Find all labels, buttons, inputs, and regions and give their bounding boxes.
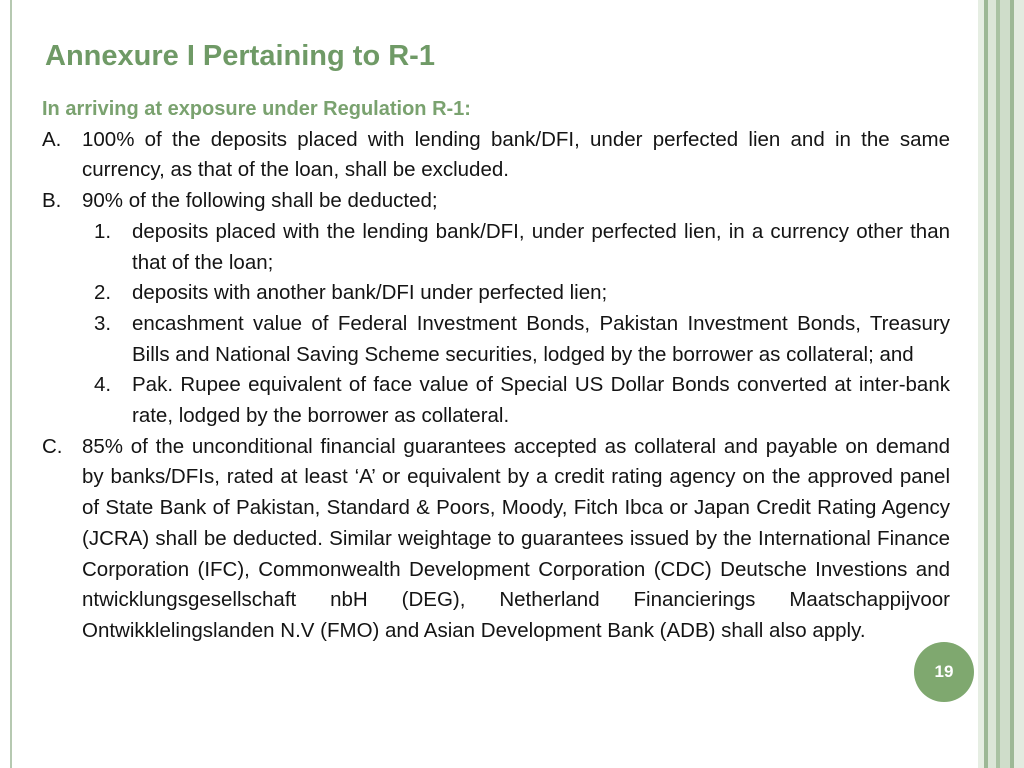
sub-item-text: deposits placed with the lending bank/DFI, under perfected lien, in a currency other than that of the loan; — [132, 219, 950, 274]
page-number-badge: 19 — [914, 642, 974, 702]
sub-list — [94, 217, 950, 432]
list-marker: A. — [42, 127, 62, 151]
sub-item-1 — [94, 217, 950, 278]
sub-item-2 — [94, 278, 950, 309]
sub-marker: 3. — [94, 311, 112, 335]
list-item-text: 100% of the deposits placed with lending bank/DFI, under perfected lien and in the same currency, as that of the loan, shall be excluded. — [82, 127, 950, 182]
left-border-rule — [10, 0, 12, 768]
list-marker: B. — [42, 189, 62, 213]
sub-item-text: Pak. Rupee equivalent of face value of Special US Dollar Bonds converted at inter-bank rate, lodged by the borrower as collateral. — [132, 373, 950, 428]
sub-item-3 — [94, 309, 950, 370]
sub-marker: 4. — [94, 373, 112, 397]
sub-item-4 — [94, 370, 950, 431]
list-marker: C. — [42, 434, 63, 458]
sub-item-text: deposits with another bank/DFI under perfected lien; — [132, 281, 608, 305]
slide-body — [42, 94, 950, 647]
sub-marker: 2. — [94, 281, 112, 305]
decorative-stripes — [978, 0, 1024, 768]
list-item-text: 85% of the unconditional financial guarantees accepted as collateral and payable on demand by banks/DFIs, rated at least ‘A’ or equivalent by a credit rating agency on the approved panel of State Bank of Pakistan, Standard & Poors, Moody, Fitch Ibca or Japan Credit Rating Agency (JCRA) shall be deducted. Similar weightage to guarantees issued by the International Finance Corporation (IFC), Commonwealth Development Corporation (CDC) Deutsche Investions and ntwicklungsgesellschaft nbH (DEG), Netherland Financierings Maatschappijvoor Ontwikklelingslanden N.V (FMO) and Asian Development Bank (ADB) shall also apply. — [82, 434, 950, 642]
subheading: In arriving at exposure under Regulation R-1: — [42, 98, 471, 120]
list-item-text: 90% of the following shall be deducted; — [82, 189, 438, 213]
sub-marker: 1. — [94, 219, 112, 243]
list-item-c — [42, 432, 950, 647]
list-item-a — [42, 125, 950, 186]
sub-item-text: encashment value of Federal Investment Bonds, Pakistan Investment Bonds, Treasury Bills and National Saving Scheme securities, lodged by the borrower as collateral; and — [132, 311, 950, 366]
slide-title: Annexure I Pertaining to R-1 — [45, 40, 435, 72]
list-item-b — [42, 186, 950, 217]
